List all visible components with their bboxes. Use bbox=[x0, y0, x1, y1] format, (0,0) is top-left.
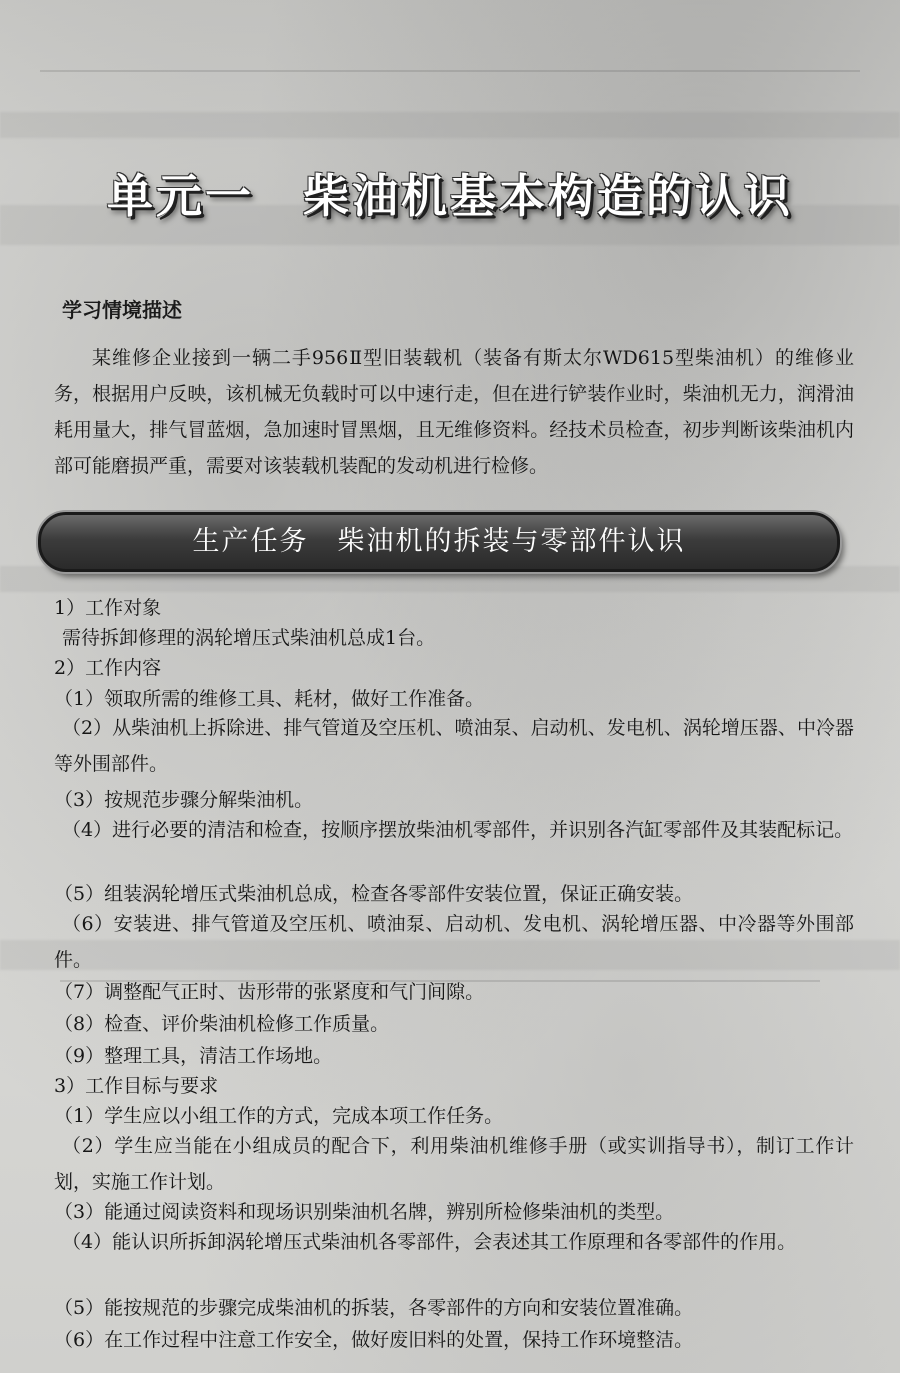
goal-item: （5）能按规范的步骤完成柴油机的拆装，各零部件的方向和安装位置准确。 bbox=[54, 1297, 694, 1319]
content-item: （9）整理工具，清洁工作场地。 bbox=[54, 1045, 333, 1067]
content-item: （3）按规范步骤分解柴油机。 bbox=[54, 789, 314, 811]
content-item: （8）检查、评价柴油机检修工作质量。 bbox=[54, 1013, 390, 1035]
content-heading: 2）工作内容 bbox=[54, 657, 162, 679]
bleed-through-line bbox=[40, 70, 860, 72]
object-heading: 1）工作对象 bbox=[54, 597, 162, 619]
task-banner bbox=[38, 512, 840, 572]
unit-title: 单元一 柴油机基本构造的认识 bbox=[107, 169, 793, 223]
goals-heading: 3）工作目标与要求 bbox=[54, 1075, 219, 1097]
task-banner-title: 生产任务 柴油机的拆装与零部件认识 bbox=[192, 526, 686, 557]
scene-description: 某维修企业接到一辆二手956Ⅱ型旧装载机（装备有斯太尔WD615型柴油机）的维修业务，根据用户反映，该机械无负载时可以中速行走，但在进行铲装作业时，柴油机无力，润滑油耗用量大，排气冒蓝烟，急加速时冒黑烟，且无维修资料。经技术员检查，初步判断该柴油机内部可能磨损严重，需要对该装载机装配的发动机进行检修。 bbox=[54, 347, 854, 477]
goal-item: （6）在工作过程中注意工作安全，做好废旧料的处置，保持工作环境整洁。 bbox=[54, 1329, 694, 1351]
content-item: （2）从柴油机上拆除进、排气管道及空压机、喷油泵、启动机、发电机、涡轮增压器、中冷器等外围部件。 bbox=[54, 717, 854, 775]
content-item: （7）调整配气正时、齿形带的张紧度和气门间隙。 bbox=[54, 981, 485, 1003]
bleed-through-band bbox=[0, 112, 900, 138]
content-item: （4）进行必要的清洁和检查，按顺序摆放柴油机零部件，并识别各汽缸零部件及其装配标记。 bbox=[62, 819, 854, 841]
goal-item: （2）学生应当能在小组成员的配合下，利用柴油机维修手册（或实训指导书），制订工作计划，实施工作计划。 bbox=[54, 1135, 854, 1193]
content-item: （1）领取所需的维修工具、耗材，做好工作准备。 bbox=[54, 688, 485, 710]
object-text: 需待拆卸修理的涡轮增压式柴油机总成1台。 bbox=[62, 627, 436, 649]
scene-heading: 学习情境描述 bbox=[62, 298, 182, 322]
content-item: （6）安装进、排气管道及空压机、喷油泵、启动机、发电机、涡轮增压器、中冷器等外围部件。 bbox=[54, 913, 854, 971]
goal-item: （1）学生应以小组工作的方式，完成本项工作任务。 bbox=[54, 1105, 504, 1127]
goal-item: （3）能通过阅读资料和现场识别柴油机名牌，辨别所检修柴油机的类型。 bbox=[54, 1201, 675, 1223]
goal-item: （4）能认识所拆卸涡轮增压式柴油机各零部件，会表述其工作原理和各零部件的作用。 bbox=[62, 1231, 797, 1253]
content-item: （5）组装涡轮增压式柴油机总成，检查各零部件安装位置，保证正确安装。 bbox=[54, 883, 694, 905]
